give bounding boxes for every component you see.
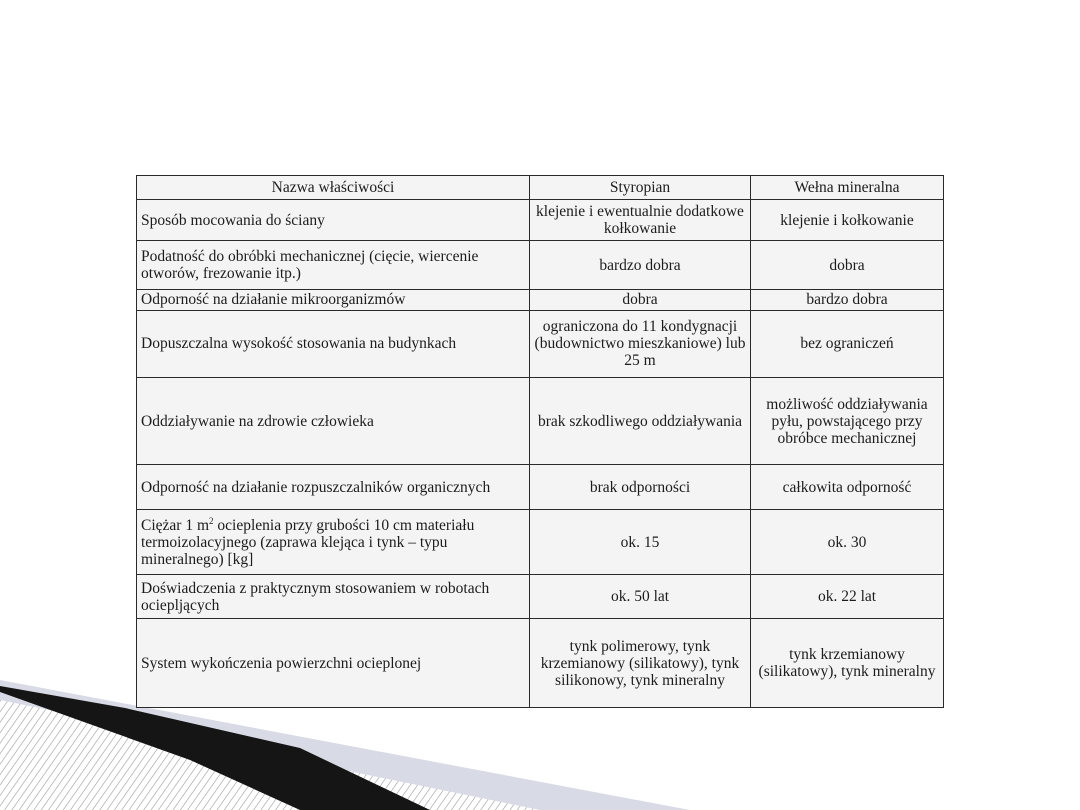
- table-row: [137, 200, 944, 241]
- properties-table: [136, 175, 944, 708]
- styropian-value: dobra: [530, 290, 751, 310]
- header-welna: Wełna mineralna: [751, 176, 944, 200]
- header-styropian: Styropian: [530, 176, 751, 200]
- table-row: [137, 290, 944, 310]
- table-row: [137, 310, 944, 377]
- table-row: [137, 619, 944, 708]
- property-name: Oddziaływanie na zdrowie człowieka: [137, 377, 530, 465]
- welna-value: klejenie i kołkowanie: [751, 200, 944, 241]
- property-name: Odporność na działanie mikroorganizmów: [137, 290, 530, 310]
- property-name: Sposób mocowania do ściany: [137, 200, 530, 241]
- styropian-value: klejenie i ewentualnie dodatkowe kołkowanie: [530, 200, 751, 241]
- welna-value: ok. 30: [751, 510, 944, 575]
- superscript-exponent: 2: [209, 515, 214, 526]
- styropian-value: ok. 50 lat: [530, 575, 751, 619]
- welna-value: bez ograniczeń: [751, 310, 944, 377]
- table-row: [137, 241, 944, 290]
- table-row: [137, 377, 944, 465]
- welna-value: możliwość oddziaływania pyłu, powstającego przy obróbce mechanicznej: [751, 377, 944, 465]
- table-row: [137, 575, 944, 619]
- welna-value: bardzo dobra: [751, 290, 944, 310]
- styropian-value: ograniczona do 11 kondygnacji (budownictwo mieszkaniowe) lub 25 m: [530, 310, 751, 377]
- table-row: [137, 510, 944, 575]
- property-name: [137, 510, 530, 575]
- welna-value: tynk krzemianowy (silikatowy), tynk mineralny: [751, 619, 944, 708]
- scanned-table: [136, 175, 943, 708]
- property-name: System wykończenia powierzchni ocieplonej: [137, 619, 530, 708]
- styropian-value: ok. 15: [530, 510, 751, 575]
- table-header-row: [137, 176, 944, 200]
- welna-value: dobra: [751, 241, 944, 290]
- styropian-value: brak szkodliwego oddziaływania: [530, 377, 751, 465]
- styropian-value: brak odporności: [530, 465, 751, 510]
- property-name-prefix: Ciężar 1 m: [141, 516, 210, 534]
- welna-value: ok. 22 lat: [751, 575, 944, 619]
- table-row: [137, 465, 944, 510]
- property-name: Odporność na działanie rozpuszczalników organicznych: [137, 465, 530, 510]
- header-property: Nazwa właściwości: [137, 176, 530, 200]
- property-name: Doświadczenia z praktycznym stosowaniem w robotach ociepljących: [137, 575, 530, 619]
- property-name: Dopuszczalna wysokość stosowania na budynkach: [137, 310, 530, 377]
- welna-value: całkowita odporność: [751, 465, 944, 510]
- property-name: Podatność do obróbki mechanicznej (cięcie, wiercenie otworów, frezowanie itp.): [137, 241, 530, 290]
- styropian-value: bardzo dobra: [530, 241, 751, 290]
- property-name-suffix: ocieplenia przy grubości 10 cm materiału termoizolacyjnego (zaprawa klejąca i tynk – typu mineralnego) [kg]: [141, 516, 475, 568]
- styropian-value: tynk polimerowy, tynk krzemianowy (silikatowy), tynk silikonowy, tynk mineralny: [530, 619, 751, 708]
